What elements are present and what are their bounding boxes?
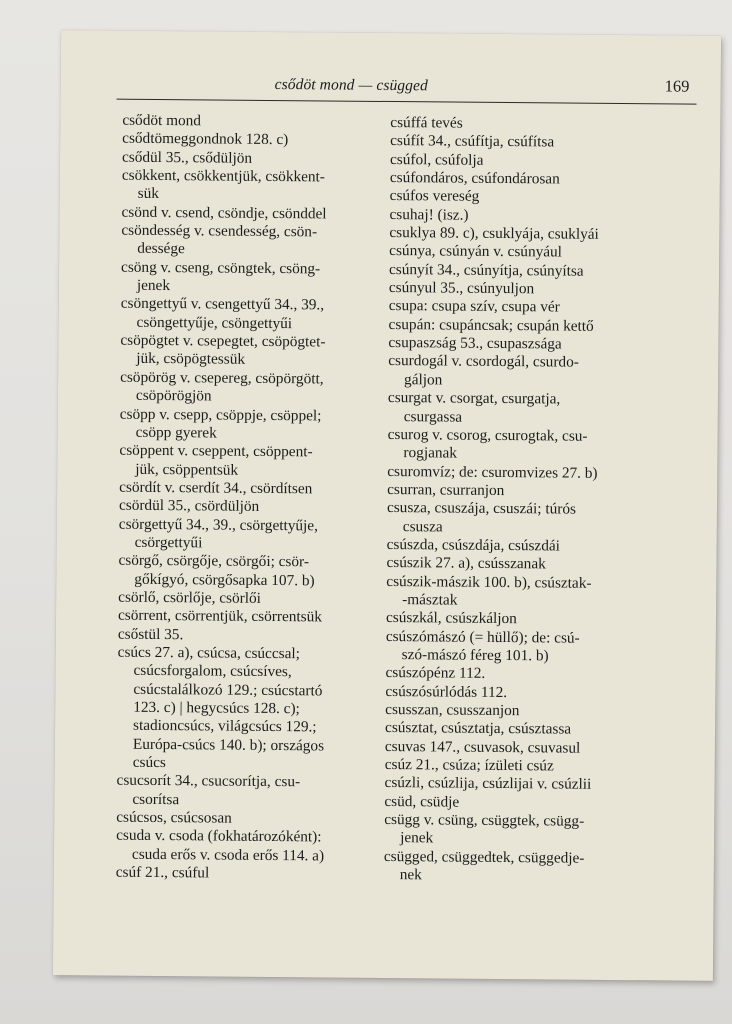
dictionary-entry: [116, 809, 378, 830]
dictionary-entry: [389, 224, 651, 245]
entry-line: csurgassa: [403, 407, 463, 426]
entry-line: csúnyul 35., csúnyuljon: [388, 279, 535, 298]
dictionary-entry: [384, 774, 646, 795]
dictionary-entry: [387, 463, 649, 484]
dictionary-entry: [389, 261, 651, 282]
dictionary-entry: [386, 554, 648, 575]
entry-line: csúnya, csúnyán v. csúnyául: [389, 242, 563, 261]
dictionary-entry: [116, 827, 378, 866]
dictionary-entry: [388, 389, 650, 428]
running-header: [117, 69, 697, 105]
entry-line: csúfít 34., csúfítja, csúfítsa: [390, 132, 555, 151]
entry-line: csuromvíz; de: csuromvizes 27. b): [387, 462, 598, 482]
dictionary-entry: [390, 114, 652, 135]
dictionary-entry: [119, 515, 381, 554]
dictionary-entry: [389, 206, 651, 227]
dictionary-entry: [120, 332, 382, 371]
entry-line: csökkent, csökkentjük, csökkent-: [121, 166, 326, 186]
entry-line: csődöt mond: [122, 111, 202, 130]
running-head-title: csődöt mond — csügged: [274, 76, 428, 95]
entry-line: csődül 35., csődüljön: [121, 148, 253, 167]
dictionary-entry: [119, 497, 381, 518]
entry-line: csöngettyű v. csengettyű 34., 39.,: [120, 295, 325, 314]
dictionary-entry: [386, 573, 648, 612]
entry-line: csusszan, csusszanjon: [385, 700, 520, 720]
entry-line: csúfondáros, csúfondárosan: [389, 169, 560, 188]
entry-line: csöppent v. cseppent, csöppent-: [119, 441, 313, 461]
entry-line: csúcsos, csúcsosan: [116, 808, 232, 827]
dictionary-entry: [386, 609, 648, 630]
entry-line: csördít v. cserdít 34., csördítsen: [119, 478, 313, 498]
dictionary-entry: [385, 664, 647, 685]
entry-line: szó-mászó féreg 101. b): [401, 646, 549, 665]
entry-line: csúffá tevés: [390, 114, 463, 132]
dictionary-entry: [120, 405, 382, 444]
dictionary-entry: [389, 279, 651, 300]
entry-line: csöpp gyerek: [135, 423, 217, 442]
entry-line: sük: [137, 185, 160, 203]
entry-line: rogjanak: [403, 444, 458, 462]
entry-line: csődtömeggondnok 128. c): [122, 130, 289, 149]
dictionary-entry: [387, 536, 649, 557]
entry-line: csúf 21., csúful: [115, 863, 210, 882]
left-column: [116, 112, 385, 885]
entry-line: csurog v. csorog, csurogtak, csu-: [387, 425, 588, 445]
entry-line: csurran, csurranjon: [387, 480, 505, 499]
entry-line: nek: [399, 866, 422, 884]
entry-line: csöpörögjön: [135, 386, 212, 405]
entry-line: jük, csöpögtessük: [136, 350, 246, 369]
entry-line: csúsztat, csúsztatja, csúsztassa: [384, 719, 572, 738]
dictionary-entry: [390, 187, 652, 208]
entry-line: csúszik-mászik 100. b), csúsztak-: [386, 572, 592, 592]
entry-line: csúszópénz 112.: [385, 664, 486, 683]
entry-line: csúzli, csúzlija, csúzlijai v. csúzlii: [384, 774, 592, 794]
entry-line: jük, csöppentsük: [135, 460, 239, 479]
entry-line: csörgettyű 34., 39., csörgettyűje,: [118, 515, 319, 534]
entry-line: csúcstalálkozó 129.; csúcstartó: [133, 680, 323, 700]
entry-line: csusza, csuszája, csuszái; túrós: [386, 499, 577, 518]
entry-line: Európa-csúcs 140. b); országos: [132, 735, 325, 755]
dictionary-entry: [116, 864, 378, 885]
dictionary-entry: [390, 151, 652, 172]
entry-line: csúszda, csúszdája, csúszdái: [386, 535, 561, 555]
entry-line: csöpp v. csepp, csöppje, csöppel;: [119, 405, 322, 424]
dictionary-entry: [121, 203, 383, 224]
page-number: 169: [664, 76, 690, 96]
entry-line: dessége: [137, 240, 185, 258]
dictionary-entry: [119, 479, 381, 500]
dictionary-entry: [385, 756, 647, 777]
entry-line: csörrent, csörrentjük, csörrentsük: [117, 606, 323, 626]
dictionary-entry: [118, 607, 380, 628]
dictionary-entry: [118, 625, 380, 646]
entry-line: csuda v. csoda (fokhatározóként):: [116, 827, 322, 846]
dictionary-entry: [389, 242, 651, 263]
dictionary-entry: [121, 295, 383, 334]
dictionary-entry: [122, 112, 384, 133]
dictionary-entry: [387, 426, 649, 465]
entry-line: csúszósúrlódás 112.: [385, 682, 508, 701]
dictionary-entry: [385, 701, 647, 722]
entry-line: -másztak: [402, 591, 458, 609]
entry-line: csusza: [402, 517, 443, 536]
entry-line: csuhaj! (isz.): [389, 205, 469, 224]
entry-line: csupán: csupáncsak; csupán kettő: [388, 315, 594, 335]
dictionary-entry: [384, 793, 646, 814]
entry-line: gőkígyó, csörgősapka 107. b): [134, 570, 315, 589]
dictionary-entry: [388, 334, 650, 355]
entry-line: csöpögtet v. csepegtet, csöpögtet-: [120, 331, 326, 351]
entry-line: csúcs 27. a), csúcsa, csúccsal;: [117, 643, 300, 663]
entry-line: csöng v. cseng, csöngtek, csöng-: [120, 258, 321, 278]
entry-line: csúfos vereség: [389, 187, 480, 206]
dictionary-entry: [118, 589, 380, 610]
dictionary-entry: [385, 719, 647, 740]
dictionary-entry: [120, 368, 382, 407]
dictionary-entry: [117, 644, 380, 775]
dictionary-entry: [384, 848, 646, 887]
dictionary-entry: [384, 811, 646, 850]
entry-line: csúszómászó (= hüllő); de: csú-: [385, 627, 580, 647]
dictionary-entry: [388, 316, 650, 337]
entry-line: csupa: csupa szív, csupa vér: [388, 297, 560, 316]
dictionary-entry: [122, 130, 384, 151]
entry-line: csördül 35., csördüljön: [118, 496, 260, 516]
dictionary-entry: [116, 772, 378, 811]
dictionary-entry: [389, 297, 651, 318]
dictionary-entry: [122, 148, 384, 169]
entry-line: csupaszság 53., csupaszsága: [388, 334, 562, 353]
entry-line: csöndesség v. csendesség, csön-: [121, 221, 318, 241]
entry-line: csurgat v. csorgat, csurgatja,: [387, 389, 561, 408]
entry-line: csúnyít 34., csúnyítja, csúnyítsa: [388, 260, 584, 280]
entry-line: csúfol, csúfolja: [389, 150, 484, 169]
entry-line: csörgő, csörgője, csörgői; csör-: [118, 551, 310, 571]
dictionary-entry: [387, 499, 649, 538]
entry-line: csöpörög v. csepereg, csöpörgött,: [120, 368, 324, 388]
entry-line: csucsorít 34., csucsorítja, csu-: [116, 772, 301, 791]
entry-line: csüd, csüdje: [384, 792, 460, 811]
entry-line: csurdogál v. csordogál, csurdo-: [388, 352, 579, 372]
right-column: [384, 114, 653, 887]
entry-line: csuvas 147., csuvasok, csuvasul: [384, 737, 581, 757]
dictionary-page: [53, 30, 721, 981]
entry-line: csúszkál, csúszkáljon: [385, 609, 517, 628]
dictionary-entry: [386, 628, 648, 667]
entry-line: csúszik 27. a), csússzanak: [386, 554, 546, 573]
dictionary-entry: [118, 552, 380, 591]
entry-line: csőstül 35.: [117, 625, 184, 643]
entry-line: csörlő, csörlője, csörlői: [118, 588, 262, 607]
dictionary-entry: [390, 169, 652, 190]
dictionary-entry: [121, 258, 383, 297]
dictionary-entry: [385, 683, 647, 704]
entry-line: csuklya 89. c), csuklyája, csuklyái: [389, 224, 599, 243]
entry-line: csúcsforgalom, csúcsíves,: [133, 662, 292, 681]
entry-line: csúcs: [132, 753, 166, 772]
entry-line: csügg v. csüng, csüggtek, csügg-: [384, 811, 585, 830]
dictionary-entry: [121, 222, 383, 261]
dictionary-entry: [122, 167, 384, 206]
entry-line: stadioncsúcs, világcsúcs 129.;: [132, 717, 317, 736]
dictionary-entry: [388, 352, 650, 391]
entry-line: csuda erős v. csoda erős 114. a): [131, 845, 325, 865]
dictionary-entry: [385, 738, 647, 759]
entry-line: csörgettyűi: [134, 533, 203, 552]
entry-line: csönd v. csend, csöndje, csönddel: [121, 203, 327, 223]
entry-line: 123. c) | hegycsúcs 128. c);: [133, 698, 300, 718]
dictionary-entry: [387, 481, 649, 502]
entry-line: csöngettyűje, csöngettyűi: [136, 313, 293, 332]
dictionary-entry: [119, 442, 381, 481]
entry-line: csúz 21., csúza; ízületi csúz: [384, 756, 554, 775]
entry-line: gáljon: [404, 370, 443, 389]
entry-line: jenek: [136, 276, 171, 295]
entry-line: csügged, csüggedtek, csüggedje-: [383, 847, 585, 867]
entry-line: jenek: [400, 829, 434, 847]
dictionary-entry: [390, 132, 652, 153]
entry-line: csorítsa: [132, 790, 180, 808]
